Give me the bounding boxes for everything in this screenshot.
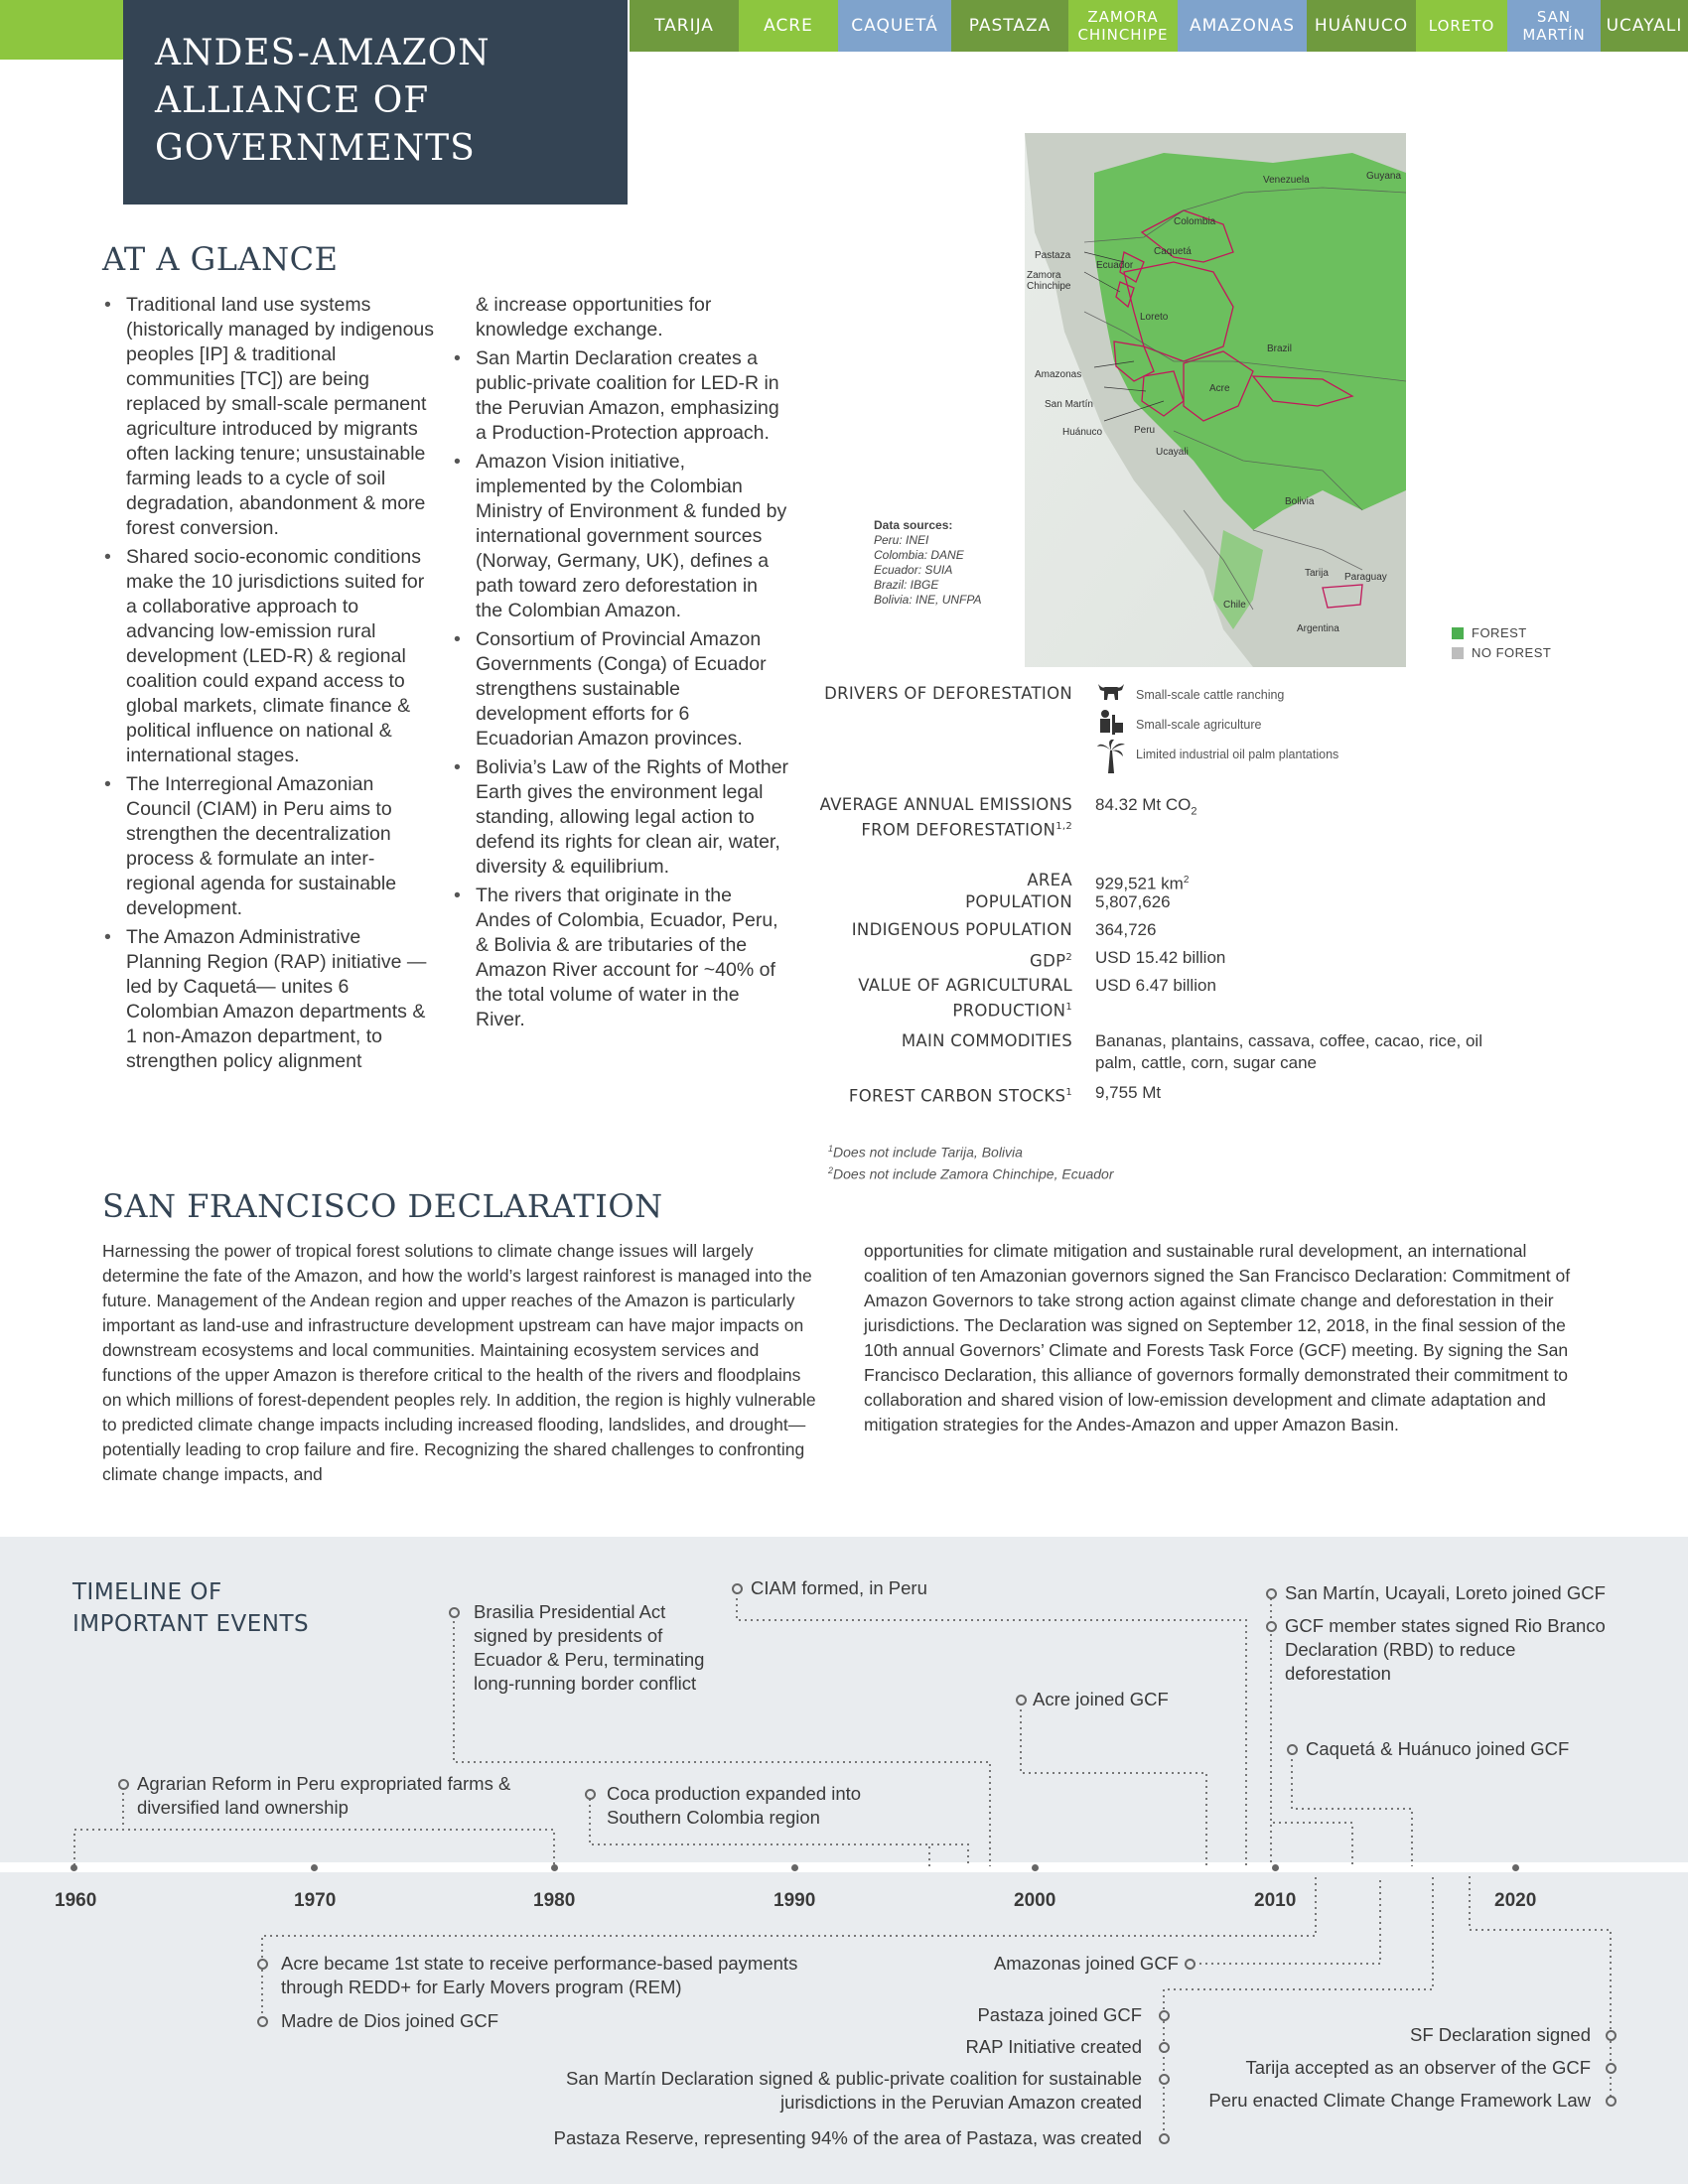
- legend-no-forest: NO FOREST: [1452, 645, 1551, 660]
- emissions-label: AVERAGE ANNUAL EMISSIONS FROM DEFORESTATION$^{1,2}$: [819, 795, 1072, 840]
- event-amazonas-gcf: Amazonas joined GCF: [993, 1953, 1179, 1974]
- event-peru-climate-law: Peru enacted Climate Change Framework Law: [1208, 2090, 1591, 2111]
- indigenous-value: 364,726: [1095, 920, 1157, 939]
- event-coca-production: Coca production expanded into Southern Colombia region: [607, 1783, 862, 1828]
- event-marker: [1159, 2042, 1170, 2053]
- commodities-label: MAIN COMMODITIES: [901, 1031, 1072, 1050]
- year-label: 2010: [1254, 1890, 1297, 1911]
- year-tick: [1032, 1864, 1039, 1871]
- map-label-colombia: Colombia: [1174, 216, 1216, 227]
- tab-caqueta[interactable]: CAQUETÁ: [838, 0, 951, 52]
- map-label-ecuador: Ecuador: [1096, 260, 1134, 271]
- map-label-peru: Peru: [1134, 425, 1156, 436]
- map-label-guyana: Guyana: [1366, 171, 1402, 182]
- event-pastaza-gcf: Pastaza joined GCF: [977, 2004, 1142, 2025]
- map-label-pastaza: Pastaza: [1035, 250, 1071, 261]
- event-acre-gcf: Acre joined GCF: [1033, 1689, 1169, 1709]
- event-marker: [585, 1789, 596, 1800]
- map-label-tarija: Tarija: [1305, 568, 1329, 579]
- event-sf-declaration: SF Declaration signed: [1409, 2024, 1591, 2045]
- carbon-value: 9,755 Mt: [1095, 1083, 1162, 1102]
- map-label-zamora: Zamora Chinchipe: [1027, 270, 1071, 292]
- drivers-label: DRIVERS OF DEFORESTATION: [824, 684, 1072, 703]
- list-item: • Traditional land use systems (historically managed by indigenous peoples [IP] & traditional communities [TC]) are being replaced by small-scale permanent agriculture introduced by migrants often lacking tenure; unsustainable farming leads to a cycle of soil degradation, abandonment & more forest conversion.: [102, 293, 440, 541]
- event-rap-initiative: RAP Initiative created: [965, 2036, 1142, 2057]
- map-label-san-martin: San Martín: [1045, 399, 1093, 410]
- carbon-label: FOREST CARBON STOCKS$^1$: [848, 1086, 1072, 1106]
- driver-text: Small-scale agriculture: [1136, 718, 1262, 732]
- indigenous-label: INDIGENOUS POPULATION: [851, 920, 1072, 939]
- year-tick: [551, 1864, 558, 1871]
- year-label: 1970: [294, 1890, 337, 1911]
- declaration-col1: Harnessing the power of tropical forest solutions to climate change issues will largely determine the fate of the Amazon, and how the world’s largest rainforest is managed into the future. Management of the Andean region and upper reaches of the Amazon is particularly important as land-use and infrastructure development upstream can have major impacts on downstream ecosystems and local communities. Maintaining ecosystem services and functions of the upper Amazon is therefore critical to the health of the rivers and floodplains on which millions of forest-dependent peoples rely. In addition, the region is highly vulnerable to predicted climate change impacts including increased flooding, landslides, and drought— potentially leading to crop failure and fire. Recognizing the shared challenges to confronting climate change impacts, and: [102, 1241, 816, 1484]
- tab-san-martin[interactable]: SAN MARTÍN: [1507, 0, 1601, 52]
- tab-loreto[interactable]: LORETO: [1416, 0, 1507, 52]
- commodities-value: Bananas, plantains, cassava, coffee, cacao, rice, oil palm, cattle, corn, sugar cane: [1095, 1031, 1482, 1072]
- event-marker: [1185, 1959, 1196, 1970]
- agri-value: USD 6.47 billion: [1095, 976, 1216, 995]
- driver-text: Limited industrial oil palm plantations: [1136, 748, 1339, 761]
- list-item: • The Amazon Administrative Planning Region (RAP) initiative —led by Caquetá— unites 6 Colombian Amazon departments & 1 non-Amazon department, to strengthen policy alignment: [102, 925, 440, 1074]
- event-brasilia-act: Brasilia Presidential Act signed by presidents of Ecuador & Peru, terminating long-running border conflict: [474, 1601, 705, 1694]
- event-marker: [732, 1583, 743, 1594]
- event-marker: [1606, 2096, 1617, 2107]
- year-label: 2020: [1494, 1890, 1537, 1911]
- gdp-label: GDP$^2$: [1029, 951, 1072, 971]
- list-item: • The Interregional Amazonian Council (CIAM) in Peru aims to strengthen the decentralization process & formulate an inter-regional agenda for sustainable development.: [102, 772, 440, 921]
- event-san-martin-declaration: San Martín Declaration signed & public-private coalition for sustainable jurisdictions in the Peruvian Amazon created: [566, 2068, 1142, 2113]
- event-marker: [257, 1959, 268, 1970]
- map-label-brazil: Brazil: [1267, 343, 1293, 354]
- footnote-2: $^2$Does not include Zamora Chinchipe, Ecuador: [828, 1165, 1114, 1182]
- year-label: 1980: [533, 1890, 576, 1911]
- event-marker: [1159, 2133, 1170, 2144]
- page-title: ANDES-AMAZON ALLIANCE OF GOVERNMENTS: [155, 33, 491, 169]
- event-caqueta-gcf: Caquetá & Huánuco joined GCF: [1306, 1738, 1570, 1759]
- year-label: 1960: [55, 1890, 97, 1911]
- map-label-amazonas: Amazonas: [1035, 369, 1082, 380]
- year-tick: [70, 1864, 77, 1871]
- agri-label: VALUE OF AGRICULTURAL PRODUCTION$^1$: [858, 976, 1072, 1021]
- event-marker: [1266, 1588, 1277, 1599]
- list-item: • Shared socio-economic conditions make the 10 jurisdictions suited for a collaborative approach to advancing low-emission rural development (LED-R) & regional coalition could expand access to global markets, climate finance & political influence on national & international stages.: [102, 545, 440, 768]
- driver-text: Small-scale cattle ranching: [1136, 688, 1285, 702]
- event-san-martin-gcf: San Martín, Ucayali, Loreto joined GCF: [1285, 1582, 1606, 1603]
- map-label-paraguay: Paraguay: [1344, 572, 1387, 583]
- map-label-acre: Acre: [1209, 383, 1230, 394]
- data-sources: Data sources: Peru: INEI Colombia: DANE Ecuador: SUIA Brazil: IBGE Bolivia: INE, UNFPA: [874, 518, 982, 607]
- year-tick: [1512, 1864, 1519, 1871]
- tab-acre[interactable]: ACRE: [739, 0, 838, 52]
- event-pastaza-reserve: Pastaza Reserve, representing 94% of the area of Pastaza, was created: [553, 2127, 1142, 2148]
- event-marker: [1606, 2030, 1617, 2041]
- at-a-glance-heading: AT A GLANCE: [102, 240, 339, 278]
- list-item: • Bolivia’s Law of the Rights of Mother Earth gives the environment legal standing, allowing legal action to defend its rights for clean air, water, diversity & equilibrium.: [452, 755, 789, 880]
- population-label: POPULATION: [965, 892, 1072, 911]
- declaration-col2: opportunities for climate mitigation and sustainable rural development, an international coalition of ten Amazonian governors signed the San Francisco Declaration: Commitment of Amazon Governors to take strong action against climate change and deforestation in their jurisdictions. The Declaration was signed on September 12, 2018, in the final session of the 10th annual Governors’ Climate and Forests Task Force (GCF) meeting. By signing the San Francisco Declaration, this alliance of governors formally demonstrated their commitment to collaboration and shared vision of low-emission development and climate adaptation and mitigation strategies for the Andes-Amazon and upper Amazon Basin.: [864, 1241, 1571, 1434]
- tab-huanuco[interactable]: HUÁNUCO: [1307, 0, 1416, 52]
- year-tick: [1272, 1864, 1279, 1871]
- list-item-continued: & increase opportunities for knowledge exchange.: [476, 294, 712, 341]
- year-label: 2000: [1014, 1890, 1056, 1911]
- event-marker: [1266, 1621, 1277, 1632]
- tab-zamora-chinchipe[interactable]: ZAMORA CHINCHIPE: [1068, 0, 1178, 52]
- list-item: • Amazon Vision initiative, implemented by the Colombian Ministry of Environment & funded by international government sources (Norway, Germany, UK), defines a path toward zero deforestation in the Colombian Amazon.: [452, 450, 789, 623]
- gdp-value: USD 15.42 billion: [1095, 948, 1226, 967]
- year-tick: [791, 1864, 798, 1871]
- map-label-argentina: Argentina: [1297, 623, 1339, 634]
- area-value: 929,521 $km^2$: [1095, 874, 1190, 893]
- event-marker: [1016, 1695, 1027, 1706]
- map-label-ucayali: Ucayali: [1156, 447, 1189, 458]
- map-label-loreto: Loreto: [1140, 312, 1169, 323]
- list-item: • Consortium of Provincial Amazon Governments (Conga) of Ecuador strengthens sustainable development efforts for 6 Ecuadorian Amazon provinces.: [452, 627, 789, 751]
- year-label: 1990: [774, 1890, 816, 1911]
- event-madre-de-dios-gcf: Madre de Dios joined GCF: [281, 2010, 499, 2031]
- map-label-huanuco: Huánuco: [1062, 427, 1103, 438]
- event-tarija-observer: Tarija accepted as an observer of the GCF: [1245, 2057, 1591, 2078]
- list-item: • San Martin Declaration creates a public-private coalition for LED-R in the Peruvian Amazon, emphasizing a Production-Protection approach.: [452, 346, 789, 446]
- event-marker: [118, 1779, 129, 1790]
- population-value: 5,807,626: [1095, 892, 1171, 911]
- event-marker: [257, 2016, 268, 2027]
- event-marker: [449, 1607, 460, 1618]
- footnote-1: $^1$Does not include Tarija, Bolivia: [828, 1144, 1023, 1160]
- event-marker: [1159, 2010, 1170, 2021]
- event-ciam-formed: CIAM formed, in Peru: [751, 1577, 927, 1598]
- map-label-caqueta: Caquetá: [1154, 246, 1192, 257]
- map-label-chile: Chile: [1223, 600, 1246, 611]
- year-tick: [311, 1864, 318, 1871]
- timeline-title: TIMELINE OF IMPORTANT EVENTS: [72, 1579, 310, 1637]
- emissions-value: 84.32 Mt $CO_2$: [1095, 795, 1197, 818]
- event-acre-rem: Acre became 1st state to receive performance-based payments through REDD+ for Early Movers program (REM): [281, 1953, 798, 1997]
- event-rio-branco-declaration: GCF member states signed Rio Branco Declaration (RBD) to reduce deforestation: [1285, 1615, 1606, 1684]
- legend-forest: FOREST: [1452, 625, 1527, 640]
- tab-tarija[interactable]: TARIJA: [630, 0, 739, 52]
- declaration-heading: SAN FRANCISCO DECLARATION: [102, 1187, 663, 1225]
- event-marker: [1287, 1744, 1298, 1755]
- map-label-bolivia: Bolivia: [1285, 496, 1315, 507]
- event-marker: [1159, 2074, 1170, 2085]
- map-label-venezuela: Venezuela: [1263, 175, 1310, 186]
- list-item: • The rivers that originate in the Andes of Colombia, Ecuador, Peru, & Bolivia & are tributaries of the Amazon River account for ~40% of the total volume of water in the River.: [452, 884, 789, 1032]
- event-agrarian-reform: Agrarian Reform in Peru expropriated farms & diversified land ownership: [137, 1773, 511, 1818]
- tab-ucayali[interactable]: UCAYALI: [1601, 0, 1688, 52]
- tab-amazonas[interactable]: AMAZONAS: [1178, 0, 1307, 52]
- area-label: AREA: [1027, 871, 1072, 889]
- tab-pastaza[interactable]: PASTAZA: [951, 0, 1068, 52]
- event-marker: [1606, 2063, 1617, 2074]
